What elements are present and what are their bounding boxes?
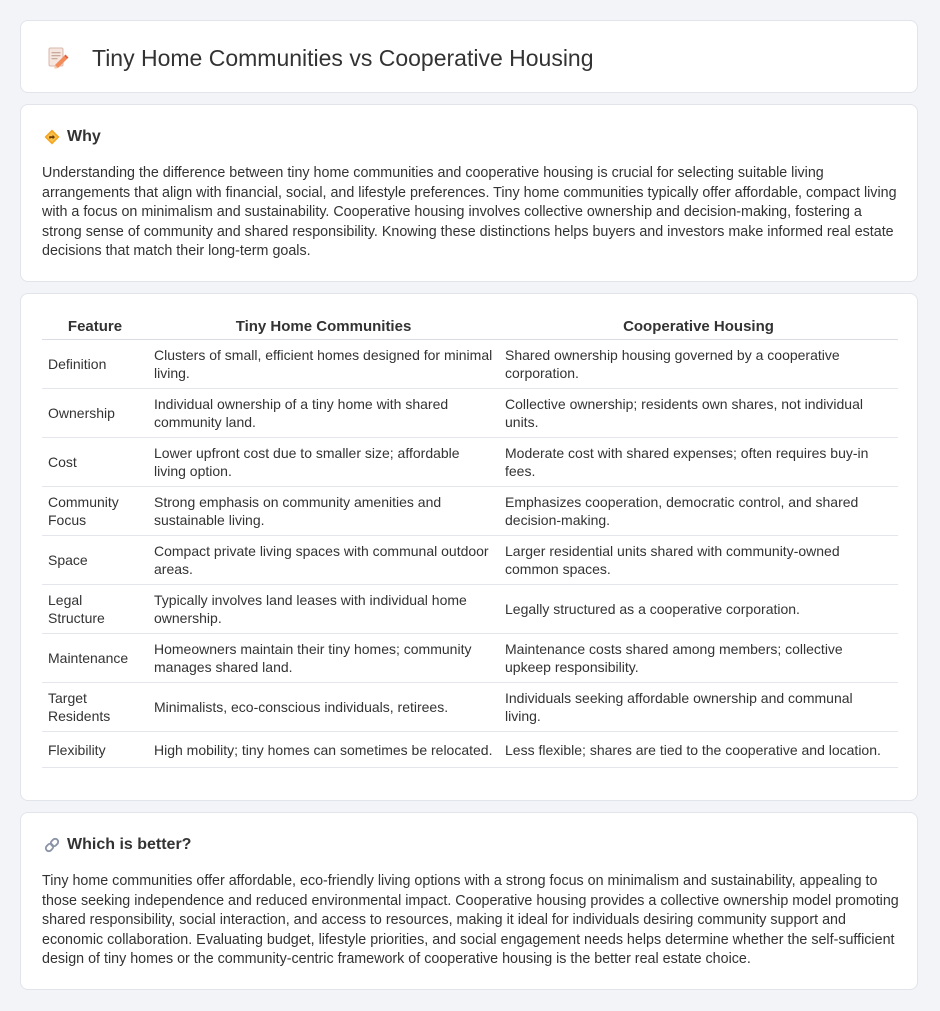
comparison-section [20,293,918,801]
why-text: Understanding the difference between tiny home communities and cooperative housing is crucial for selecting suitable living arrangements that align with financial, social, and lifestyle preferences. Tiny home communities typically offer affordable, compact living with a focus on minimalism and sustainability. Cooperative housing involves collective ownership and decision-making, fostering a strong sense of community and shared responsibility. Knowing these distinctions helps buyers and investors make informed real estate decisions that match their long-term goals. [42,165,897,260]
column-header-tiny-home: Tiny Home Communities [148,316,499,340]
feature-cell: Definition [42,340,148,389]
cooperative-cell: Shared ownership housing governed by a cooperative corporation. [499,340,898,389]
table-row [42,536,898,585]
feature-cell: Target Residents [42,683,148,732]
cooperative-cell: Less flexible; shares are tied to the cooperative and location. [499,732,898,768]
feature-cell: Flexibility [42,732,148,768]
table-row [42,389,898,438]
tiny-home-cell: Clusters of small, efficient homes designed for minimal living. [148,340,499,389]
document-pencil-icon [46,46,70,70]
why-heading [43,126,101,148]
table-row [42,732,898,768]
tiny-home-cell: Compact private living spaces with communal outdoor areas. [148,536,499,585]
which-is-better-section [20,812,918,990]
table-row [42,683,898,732]
table-row [42,438,898,487]
page-title: Tiny Home Communities vs Cooperative Housing [92,45,594,71]
feature-cell: Cost [42,438,148,487]
cooperative-cell: Emphasizes cooperation, democratic control, and shared decision-making. [499,487,898,536]
cooperative-cell: Individuals seeking affordable ownership and communal living. [499,683,898,732]
feature-cell: Space [42,536,148,585]
diamond-signpost-icon [43,128,61,146]
why-section [20,104,918,282]
tiny-home-cell: High mobility; tiny homes can sometimes be relocated. [148,732,499,768]
feature-cell: Legal Structure [42,585,148,634]
cooperative-cell: Moderate cost with shared expenses; often requires buy-in fees. [499,438,898,487]
table-header-row [42,316,898,340]
tiny-home-cell: Minimalists, eco-conscious individuals, retirees. [148,683,499,732]
tiny-home-cell: Homeowners maintain their tiny homes; community manages shared land. [148,634,499,683]
table-row [42,340,898,389]
feature-cell: Community Focus [42,487,148,536]
better-heading [43,834,191,856]
cooperative-cell: Maintenance costs shared among members; collective upkeep responsibility. [499,634,898,683]
why-title: Why [67,128,101,145]
cooperative-cell: Larger residential units shared with community-owned common spaces. [499,536,898,585]
feature-cell: Maintenance [42,634,148,683]
better-title: Which is better? [67,836,192,853]
table-row [42,487,898,536]
column-header-feature: Feature [42,316,148,340]
table-row [42,634,898,683]
tiny-home-cell: Strong emphasis on community amenities and sustainable living. [148,487,499,536]
tiny-home-cell: Individual ownership of a tiny home with shared community land. [148,389,499,438]
header-card [20,20,918,93]
tiny-home-cell: Typically involves land leases with individual home ownership. [148,585,499,634]
table-row [42,585,898,634]
cooperative-cell: Collective ownership; residents own shares, not individual units. [499,389,898,438]
link-icon [43,836,61,854]
feature-cell: Ownership [42,389,148,438]
column-header-cooperative: Cooperative Housing [499,316,898,340]
tiny-home-cell: Lower upfront cost due to smaller size; affordable living option. [148,438,499,487]
cooperative-cell: Legally structured as a cooperative corporation. [499,585,898,634]
comparison-table [42,316,898,768]
better-text: Tiny home communities offer affordable, eco-friendly living options with a strong focus on minimalism and sustainability, appealing to those seeking independence and reduced environmental impact. Cooperative housing provides a collective ownership model promoting shared responsibility, social interaction, and access to resources, making it ideal for individuals desiring community support and economic collaboration. Evaluating budget, lifestyle priorities, and social engagement needs helps determine whether the self-sufficient design of tiny homes or the community-centric framework of cooperative housing is the better real estate choice. [42,873,899,968]
